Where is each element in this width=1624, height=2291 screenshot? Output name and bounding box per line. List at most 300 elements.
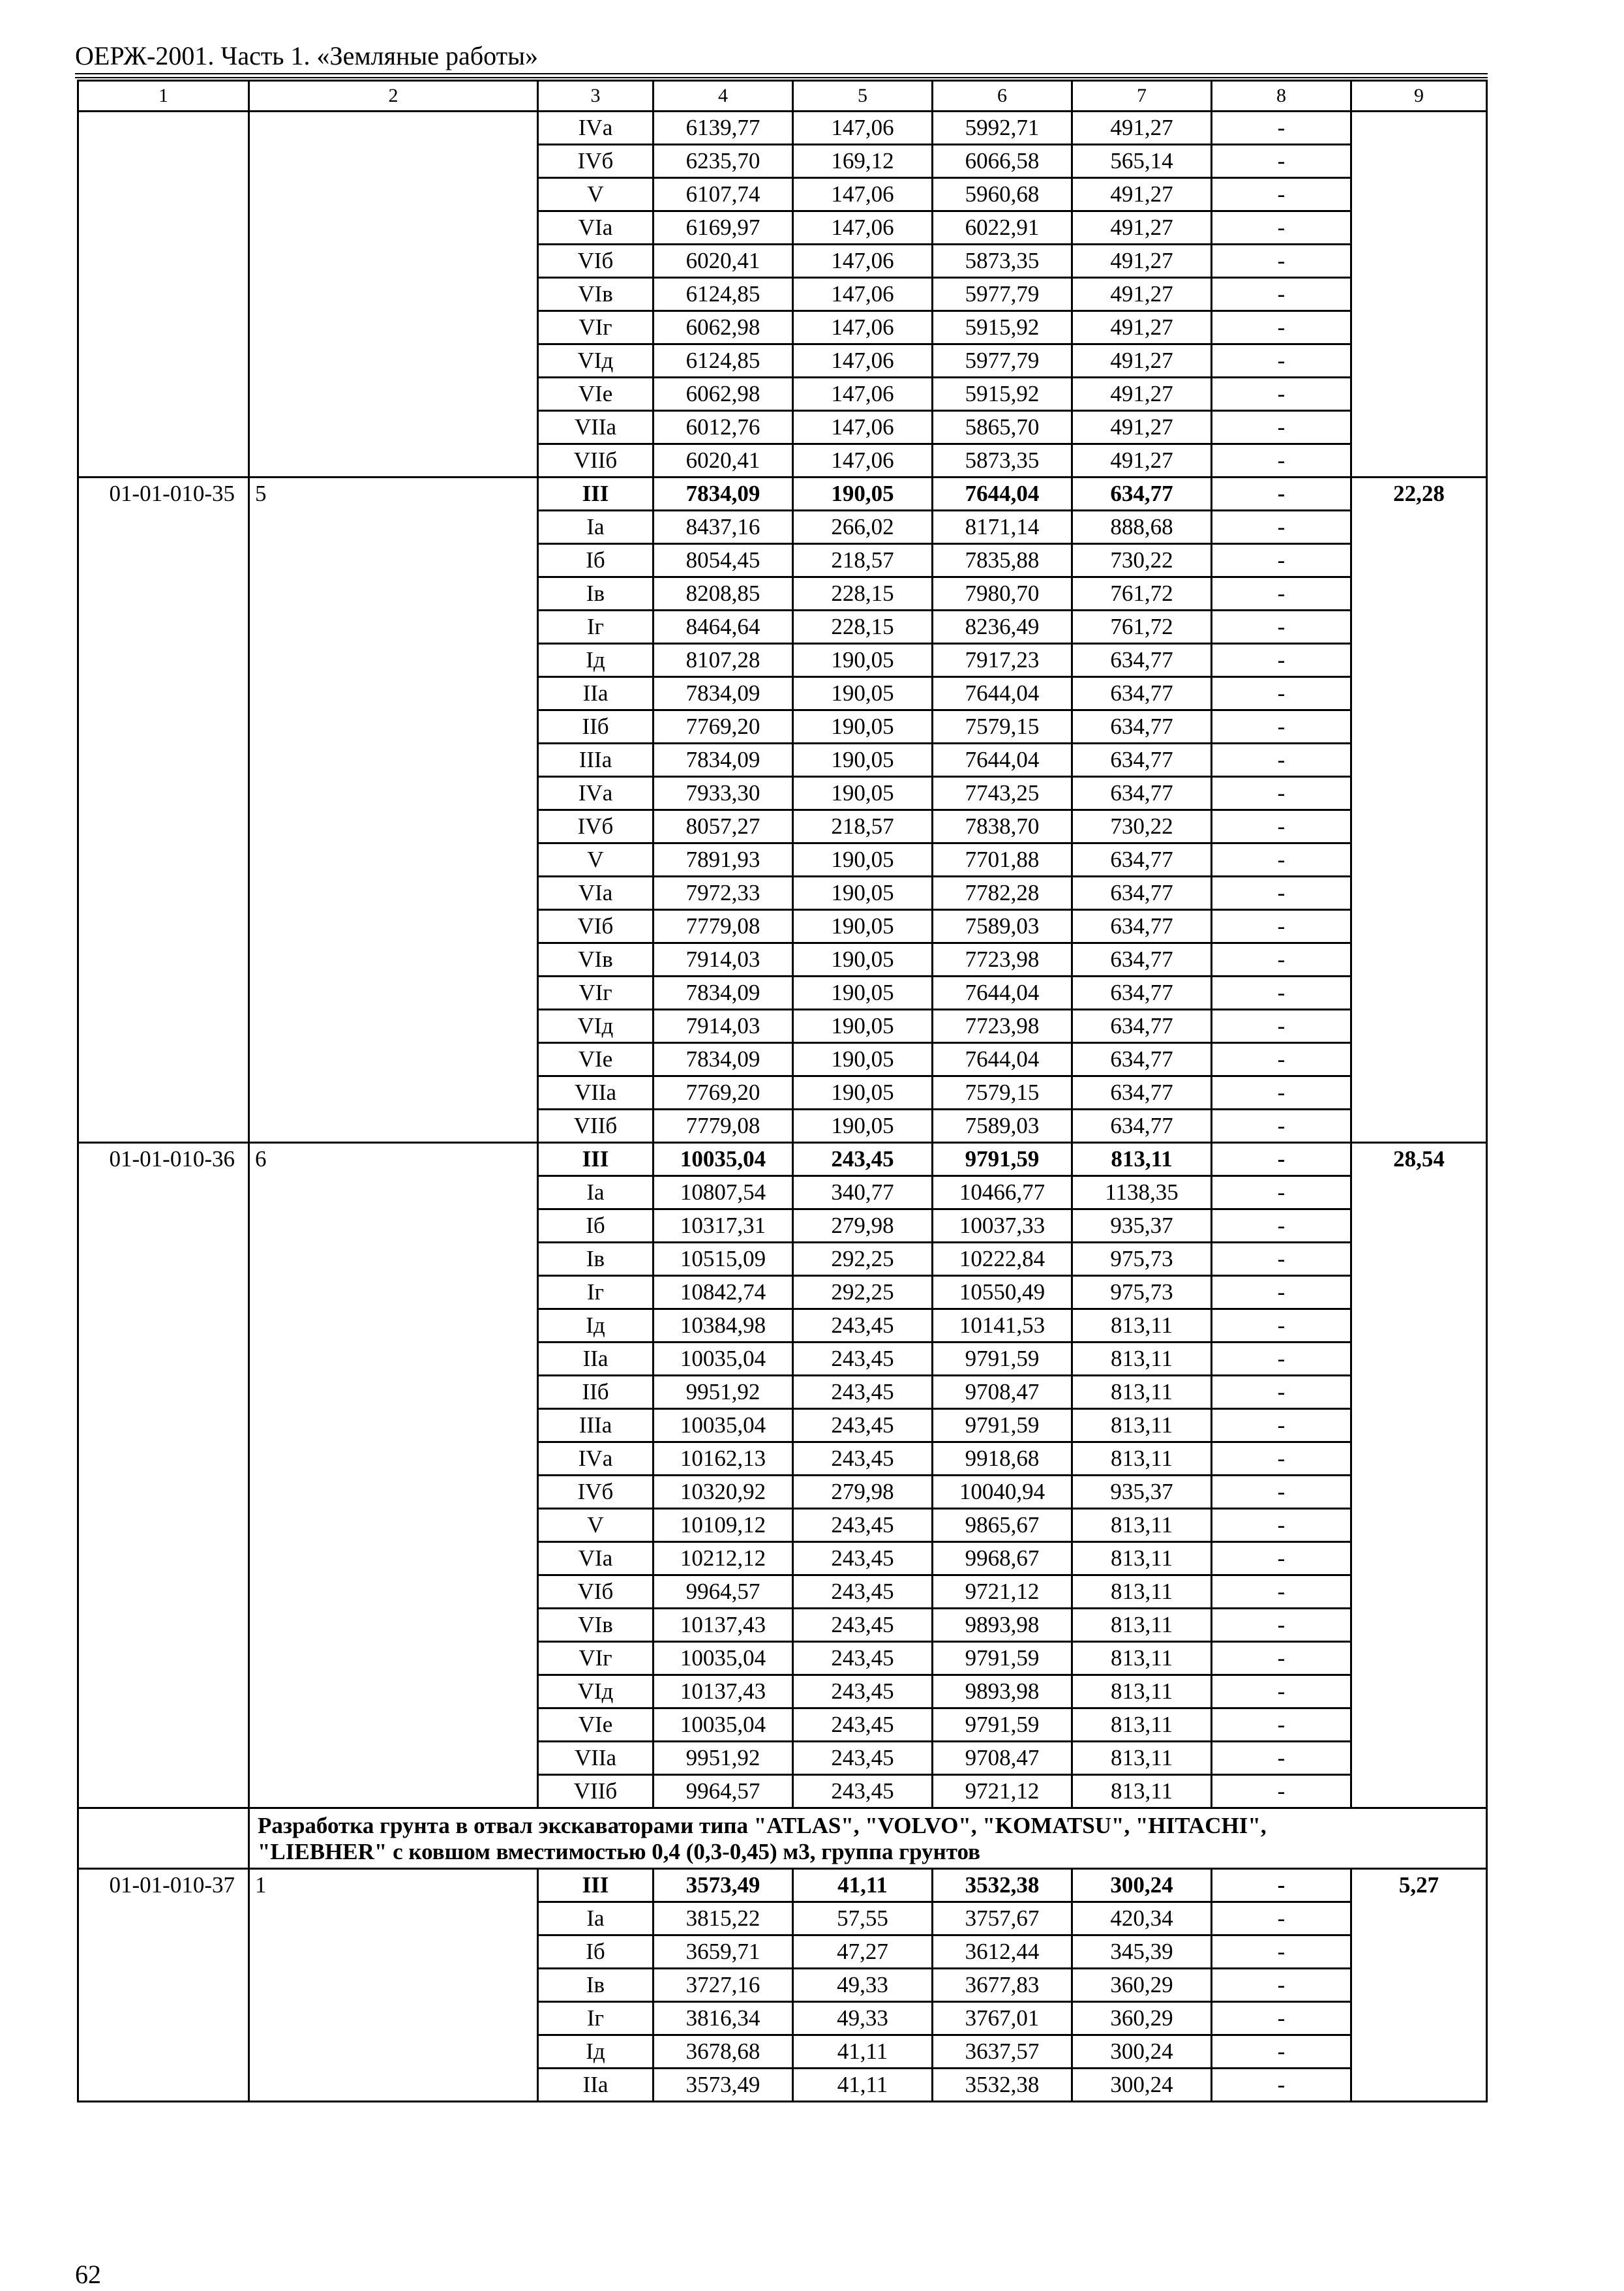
column-number-cell: 3 — [538, 81, 654, 112]
table-cell-c8: - — [1212, 178, 1351, 211]
table-cell-c8: - — [1212, 2069, 1351, 2102]
table-cell-c7: 813,11 — [1072, 1343, 1212, 1376]
table-cell-c4: 10807,54 — [654, 1176, 793, 1209]
column-9-cell: 22,28 — [1351, 478, 1487, 1143]
rate-code-cell — [78, 112, 249, 478]
table-cell-c3: VIв — [538, 943, 654, 977]
table-cell-c4: 6020,41 — [654, 245, 793, 278]
table-cell-c5: 190,05 — [793, 777, 933, 810]
table-cell-c3: VIг — [538, 1642, 654, 1675]
table-cell-c8: - — [1212, 1542, 1351, 1575]
table-cell-c7: 634,77 — [1072, 1110, 1212, 1143]
rates-table — [77, 80, 1488, 2102]
table-cell-c4: 10035,04 — [654, 1343, 793, 1376]
table-cell-c5: 243,45 — [793, 1609, 933, 1642]
table-cell-c3: Iд — [538, 644, 654, 677]
table-cell-c5: 243,45 — [793, 1442, 933, 1476]
table-cell-c5: 147,06 — [793, 344, 933, 378]
table-cell-c8: - — [1212, 2035, 1351, 2069]
table-cell-c6: 7980,70 — [933, 577, 1072, 611]
table-cell-c7: 813,11 — [1072, 1509, 1212, 1542]
table-cell-c3: VIIб — [538, 444, 654, 478]
table-cell-c3: Iа — [538, 1176, 654, 1209]
table-cell-c6: 9968,67 — [933, 1542, 1072, 1575]
table-cell-c3: VIIб — [538, 1775, 654, 1808]
table-cell-c7: 634,77 — [1072, 910, 1212, 943]
table-cell-c8: - — [1212, 943, 1351, 977]
table-cell-c7: 935,37 — [1072, 1476, 1212, 1509]
table-cell-c5: 49,33 — [793, 2002, 933, 2035]
table-cell-c8: - — [1212, 1110, 1351, 1143]
table-cell-c7: 634,77 — [1072, 777, 1212, 810]
table-cell-c4: 9964,57 — [654, 1575, 793, 1609]
table-cell-c8: - — [1212, 577, 1351, 611]
table-cell-c7: 634,77 — [1072, 744, 1212, 777]
table-cell-c4: 7834,09 — [654, 744, 793, 777]
table-cell-c7: 565,14 — [1072, 145, 1212, 178]
table-cell-c4: 8208,85 — [654, 577, 793, 611]
table-cell-c3: VIе — [538, 1043, 654, 1076]
table-cell-c3: V — [538, 1509, 654, 1542]
table-cell-c6: 5873,35 — [933, 245, 1072, 278]
table-cell-c7: 634,77 — [1072, 677, 1212, 710]
table-cell-c7: 634,77 — [1072, 843, 1212, 877]
table-cell-c5: 243,45 — [793, 1542, 933, 1575]
table-cell-c3: Iг — [538, 1276, 654, 1309]
table-cell-c7: 300,24 — [1072, 2069, 1212, 2102]
table-cell-c6: 9791,59 — [933, 1708, 1072, 1742]
table-cell-c8: - — [1212, 544, 1351, 577]
table-cell-c8: - — [1212, 411, 1351, 444]
table-cell-c7: 420,34 — [1072, 1902, 1212, 1935]
table-cell-c6: 7644,04 — [933, 977, 1072, 1010]
table-cell-c3: IIа — [538, 1343, 654, 1376]
column-2-cell: 6 — [249, 1143, 538, 1808]
table-cell-c6: 3757,67 — [933, 1902, 1072, 1935]
table-cell-c4: 6124,85 — [654, 278, 793, 311]
table-cell-c3: VIв — [538, 1609, 654, 1642]
table-cell-c7: 813,11 — [1072, 1143, 1212, 1176]
table-cell-c8: - — [1212, 1575, 1351, 1609]
table-cell-c6: 9791,59 — [933, 1409, 1072, 1442]
column-number-cell: 2 — [249, 81, 538, 112]
table-cell-c4: 3573,49 — [654, 2069, 793, 2102]
table-cell-c5: 279,98 — [793, 1209, 933, 1243]
table-cell-c4: 8107,28 — [654, 644, 793, 677]
table-cell-c3: VIа — [538, 1542, 654, 1575]
table-cell-c3: Iб — [538, 544, 654, 577]
table-cell-c8: - — [1212, 710, 1351, 744]
table-cell-c8: - — [1212, 1376, 1351, 1409]
table-cell-c6: 7723,98 — [933, 1010, 1072, 1043]
table-cell-c4: 6169,97 — [654, 211, 793, 245]
table-cell-c7: 491,27 — [1072, 245, 1212, 278]
table-cell-c7: 813,11 — [1072, 1442, 1212, 1476]
table-cell-c4: 3816,34 — [654, 2002, 793, 2035]
table-cell-c3: Iа — [538, 1902, 654, 1935]
table-cell-c3: IVа — [538, 777, 654, 810]
table-cell-c8: - — [1212, 245, 1351, 278]
column-2-cell: 1 — [249, 1869, 538, 2102]
table-cell-c7: 360,29 — [1072, 2002, 1212, 2035]
table-cell-c7: 491,27 — [1072, 411, 1212, 444]
table-cell-c4: 7891,93 — [654, 843, 793, 877]
table-cell-c5: 190,05 — [793, 1076, 933, 1110]
table-cell-c8: - — [1212, 344, 1351, 378]
table-cell-c7: 813,11 — [1072, 1542, 1212, 1575]
table-cell-c5: 340,77 — [793, 1176, 933, 1209]
table-cell-c6: 7701,88 — [933, 843, 1072, 877]
table-cell-c4: 10320,92 — [654, 1476, 793, 1509]
table-cell-c5: 190,05 — [793, 1010, 933, 1043]
table-cell-c6: 5992,71 — [933, 112, 1072, 145]
table-cell-c4: 9951,92 — [654, 1376, 793, 1409]
table-cell-c4: 3678,68 — [654, 2035, 793, 2069]
table-cell-c5: 47,27 — [793, 1935, 933, 1969]
table-cell-c4: 9964,57 — [654, 1775, 793, 1808]
table-cell-c4: 6062,98 — [654, 378, 793, 411]
table-cell-c5: 243,45 — [793, 1343, 933, 1376]
table-cell-c4: 9951,92 — [654, 1742, 793, 1775]
column-number-cell: 4 — [654, 81, 793, 112]
table-cell-c3: VIб — [538, 910, 654, 943]
table-cell-c6: 10040,94 — [933, 1476, 1072, 1509]
table-cell-c6: 7782,28 — [933, 877, 1072, 910]
table-cell-c4: 7834,09 — [654, 677, 793, 710]
table-cell-c3: IVб — [538, 145, 654, 178]
table-cell-c6: 7644,04 — [933, 744, 1072, 777]
table-cell-c7: 1138,35 — [1072, 1176, 1212, 1209]
table-cell-c6: 7723,98 — [933, 943, 1072, 977]
table-cell-c4: 10035,04 — [654, 1642, 793, 1675]
table-cell-c3: III — [538, 1143, 654, 1176]
table-cell-c7: 813,11 — [1072, 1409, 1212, 1442]
table-cell-c5: 190,05 — [793, 644, 933, 677]
table-cell-c5: 190,05 — [793, 710, 933, 744]
table-cell-c7: 491,27 — [1072, 444, 1212, 478]
table-cell-c7: 813,11 — [1072, 1742, 1212, 1775]
column-number-cell: 9 — [1351, 81, 1487, 112]
table-cell-c8: - — [1212, 644, 1351, 677]
table-cell-c5: 190,05 — [793, 877, 933, 910]
table-cell-c4: 8057,27 — [654, 810, 793, 843]
table-cell-c3: VIе — [538, 1708, 654, 1742]
table-cell-c6: 3637,57 — [933, 2035, 1072, 2069]
table-cell-c3: IVа — [538, 112, 654, 145]
column-9-cell: 5,27 — [1351, 1869, 1487, 2102]
table-cell-c7: 813,11 — [1072, 1775, 1212, 1808]
table-cell-c4: 10035,04 — [654, 1409, 793, 1442]
column-number-cell: 6 — [933, 81, 1072, 112]
table-cell-c7: 634,77 — [1072, 1010, 1212, 1043]
table-cell-c5: 228,15 — [793, 577, 933, 611]
table-cell-c4: 10515,09 — [654, 1243, 793, 1276]
table-cell-c3: VIIа — [538, 1076, 654, 1110]
table-cell-c8: - — [1212, 1343, 1351, 1376]
table-cell-c4: 10137,43 — [654, 1675, 793, 1708]
table-cell-c6: 5873,35 — [933, 444, 1072, 478]
table-cell-c3: VIг — [538, 311, 654, 344]
column-number-cell: 7 — [1072, 81, 1212, 112]
table-cell-c8: - — [1212, 1076, 1351, 1110]
table-cell-c8: - — [1212, 1742, 1351, 1775]
table-cell-c6: 3532,38 — [933, 1869, 1072, 1902]
table-cell-c5: 190,05 — [793, 943, 933, 977]
table-cell-c6: 9721,12 — [933, 1575, 1072, 1609]
table-cell-c4: 7779,08 — [654, 910, 793, 943]
table-cell-c7: 634,77 — [1072, 877, 1212, 910]
table-cell-c3: Iг — [538, 611, 654, 644]
table-cell-c7: 813,11 — [1072, 1309, 1212, 1343]
table-cell-c6: 6022,91 — [933, 211, 1072, 245]
table-cell-c6: 6066,58 — [933, 145, 1072, 178]
table-cell-c4: 6020,41 — [654, 444, 793, 478]
rate-code-cell: 01-01-010-36 — [78, 1143, 249, 1808]
table-cell-c6: 5960,68 — [933, 178, 1072, 211]
table-cell-c5: 169,12 — [793, 145, 933, 178]
table-cell-c8: - — [1212, 478, 1351, 511]
table-cell-c5: 57,55 — [793, 1902, 933, 1935]
table-cell-c5: 228,15 — [793, 611, 933, 644]
table-cell-c7: 813,11 — [1072, 1575, 1212, 1609]
table-cell-c3: Iд — [538, 2035, 654, 2069]
table-cell-c8: - — [1212, 211, 1351, 245]
table-cell-c8: - — [1212, 1708, 1351, 1742]
table-cell-c3: Iа — [538, 511, 654, 544]
table-cell-c4: 3727,16 — [654, 1969, 793, 2002]
table-cell-c7: 300,24 — [1072, 2035, 1212, 2069]
table-cell-c3: VIд — [538, 344, 654, 378]
table-cell-c8: - — [1212, 1209, 1351, 1243]
table-cell-c8: - — [1212, 511, 1351, 544]
table-cell-c8: - — [1212, 1902, 1351, 1935]
header-rule-bottom — [75, 77, 1488, 78]
table-cell-c5: 218,57 — [793, 810, 933, 843]
table-cell-c4: 6107,74 — [654, 178, 793, 211]
table-cell-c3: Iб — [538, 1935, 654, 1969]
table-cell-c4: 7914,03 — [654, 1010, 793, 1043]
table-cell-c6: 10550,49 — [933, 1276, 1072, 1309]
table-cell-c5: 41,11 — [793, 1869, 933, 1902]
table-cell-c3: VIг — [538, 977, 654, 1010]
table-cell-c6: 9893,98 — [933, 1675, 1072, 1708]
table-cell-c3: VIд — [538, 1010, 654, 1043]
table-cell-c6: 8171,14 — [933, 511, 1072, 544]
table-cell-c6: 3677,83 — [933, 1969, 1072, 2002]
table-cell-c4: 7779,08 — [654, 1110, 793, 1143]
table-cell-c5: 147,06 — [793, 311, 933, 344]
table-cell-c6: 7579,15 — [933, 710, 1072, 744]
table-cell-c8: - — [1212, 311, 1351, 344]
table-cell-c7: 634,77 — [1072, 977, 1212, 1010]
rate-code-cell: 01-01-010-37 — [78, 1869, 249, 2102]
table-cell-c6: 9721,12 — [933, 1775, 1072, 1808]
table-cell-c3: V — [538, 843, 654, 877]
table-cell-c8: - — [1212, 1309, 1351, 1343]
table-cell-c6: 9708,47 — [933, 1376, 1072, 1409]
table-cell-c4: 7769,20 — [654, 1076, 793, 1110]
table-cell-c5: 243,45 — [793, 1675, 933, 1708]
table-cell-c6: 7644,04 — [933, 478, 1072, 511]
table-cell-c8: - — [1212, 910, 1351, 943]
table-cell-c8: - — [1212, 1243, 1351, 1276]
table-cell-c5: 147,06 — [793, 211, 933, 245]
table-cell-c7: 491,27 — [1072, 112, 1212, 145]
table-cell-c6: 9791,59 — [933, 1143, 1072, 1176]
table-cell-c3: IIа — [538, 2069, 654, 2102]
header-rule-top — [75, 73, 1488, 74]
table-cell-c4: 3815,22 — [654, 1902, 793, 1935]
table-cell-c3: VIб — [538, 245, 654, 278]
column-number-cell: 1 — [78, 81, 249, 112]
table-cell-c7: 634,77 — [1072, 943, 1212, 977]
table-cell-c8: - — [1212, 1675, 1351, 1708]
table-cell-c4: 10109,12 — [654, 1509, 793, 1542]
table-cell-c6: 9708,47 — [933, 1742, 1072, 1775]
table-cell-c5: 190,05 — [793, 977, 933, 1010]
table-cell-c7: 813,11 — [1072, 1642, 1212, 1675]
table-cell-c7: 813,11 — [1072, 1609, 1212, 1642]
table-cell-c8: - — [1212, 843, 1351, 877]
table-cell-c7: 634,77 — [1072, 1076, 1212, 1110]
table-cell-c7: 634,77 — [1072, 710, 1212, 744]
table-cell-c3: Iв — [538, 577, 654, 611]
table-cell-c5: 190,05 — [793, 910, 933, 943]
table-cell-c8: - — [1212, 2002, 1351, 2035]
table-cell-c6: 5977,79 — [933, 344, 1072, 378]
table-cell-c4: 3659,71 — [654, 1935, 793, 1969]
table-cell-c5: 292,25 — [793, 1276, 933, 1309]
table-cell-c3: IIб — [538, 710, 654, 744]
table-cell-c7: 491,27 — [1072, 278, 1212, 311]
table-cell-c8: - — [1212, 1143, 1351, 1176]
table-cell-c3: VIIа — [538, 411, 654, 444]
table-cell-c6: 7579,15 — [933, 1076, 1072, 1110]
table-cell-c5: 218,57 — [793, 544, 933, 577]
table-cell-c4: 7769,20 — [654, 710, 793, 744]
table-cell-c7: 491,27 — [1072, 344, 1212, 378]
table-cell-c8: - — [1212, 1775, 1351, 1808]
table-cell-c5: 243,45 — [793, 1575, 933, 1609]
table-cell-c6: 3532,38 — [933, 2069, 1072, 2102]
table-cell-c4: 10212,12 — [654, 1542, 793, 1575]
rate-code-cell: 01-01-010-35 — [78, 478, 249, 1143]
table-cell-c6: 7644,04 — [933, 1043, 1072, 1076]
table-cell-c3: VIа — [538, 877, 654, 910]
table-cell-c3: Iв — [538, 1243, 654, 1276]
table-cell-c4: 8437,16 — [654, 511, 793, 544]
table-cell-c3: Iг — [538, 2002, 654, 2035]
table-cell-c8: - — [1212, 744, 1351, 777]
table-cell-c8: - — [1212, 1176, 1351, 1209]
table-cell-c3: IIб — [538, 1376, 654, 1409]
table-cell-c8: - — [1212, 1010, 1351, 1043]
table-cell-c6: 7838,70 — [933, 810, 1072, 843]
column-9-cell: 28,54 — [1351, 1143, 1487, 1808]
table-cell-c5: 49,33 — [793, 1969, 933, 2002]
table-cell-c5: 243,45 — [793, 1708, 933, 1742]
table-cell-c8: - — [1212, 977, 1351, 1010]
table-cell-c8: - — [1212, 1043, 1351, 1076]
table-cell-c7: 300,24 — [1072, 1869, 1212, 1902]
table-cell-c6: 3767,01 — [933, 2002, 1072, 2035]
table-cell-c8: - — [1212, 677, 1351, 710]
table-cell-c4: 7834,09 — [654, 977, 793, 1010]
table-cell-c8: - — [1212, 1869, 1351, 1902]
table-cell-c3: IIIа — [538, 1409, 654, 1442]
table-cell-c7: 360,29 — [1072, 1969, 1212, 2002]
table-cell-c5: 190,05 — [793, 1043, 933, 1076]
table-cell-c4: 6235,70 — [654, 145, 793, 178]
table-cell-c4: 10317,31 — [654, 1209, 793, 1243]
table-cell-c3: VIIб — [538, 1110, 654, 1143]
table-cell-c4: 10137,43 — [654, 1609, 793, 1642]
table-cell-c3: Iб — [538, 1209, 654, 1243]
table-cell-c4: 6139,77 — [654, 112, 793, 145]
table-cell-c4: 6012,76 — [654, 411, 793, 444]
table-cell-c3: III — [538, 1869, 654, 1902]
table-cell-c5: 190,05 — [793, 843, 933, 877]
table-cell-c6: 5977,79 — [933, 278, 1072, 311]
table-cell-c6: 7835,88 — [933, 544, 1072, 577]
table-cell-c3: VIд — [538, 1675, 654, 1708]
table-cell-c6: 9791,59 — [933, 1343, 1072, 1376]
table-cell-c7: 491,27 — [1072, 311, 1212, 344]
table-cell-c6: 7917,23 — [933, 644, 1072, 677]
section-title-cell — [249, 1808, 1487, 1869]
table-cell-c7: 634,77 — [1072, 478, 1212, 511]
table-cell-c5: 147,06 — [793, 444, 933, 478]
column-number-row — [78, 81, 1487, 112]
table-cell-c5: 147,06 — [793, 112, 933, 145]
table-cell-c6: 9865,67 — [933, 1509, 1072, 1542]
table-cell-c7: 634,77 — [1072, 1043, 1212, 1076]
table-cell-c6: 10466,77 — [933, 1176, 1072, 1209]
table-cell-c8: - — [1212, 1276, 1351, 1309]
table-cell-c8: - — [1212, 1642, 1351, 1675]
table-cell-c4: 8464,64 — [654, 611, 793, 644]
table-cell-c7: 813,11 — [1072, 1376, 1212, 1409]
table-cell-c6: 5915,92 — [933, 378, 1072, 411]
table-cell-c6: 5865,70 — [933, 411, 1072, 444]
table-cell-c8: - — [1212, 145, 1351, 178]
table-cell-c6: 7589,03 — [933, 910, 1072, 943]
table-cell-c3: VIIа — [538, 1742, 654, 1775]
table-cell-c7: 888,68 — [1072, 511, 1212, 544]
table-cell-c6: 10141,53 — [933, 1309, 1072, 1343]
table-cell-c7: 935,37 — [1072, 1209, 1212, 1243]
table-cell-c7: 761,72 — [1072, 611, 1212, 644]
table-cell-c4: 3573,49 — [654, 1869, 793, 1902]
table-cell-c8: - — [1212, 1609, 1351, 1642]
table-cell-c3: IVб — [538, 810, 654, 843]
table-cell-c5: 243,45 — [793, 1309, 933, 1343]
column-number-cell: 8 — [1212, 81, 1351, 112]
section-title-line-2: "LIEBHER" с ковшом вместимостью 0,4 (0,3-0,45) м3, группа грунтов — [258, 1839, 981, 1864]
table-cell-c3: IIа — [538, 677, 654, 710]
page-number: 62 — [75, 2260, 101, 2289]
table-cell-c8: - — [1212, 112, 1351, 145]
table-cell-c4: 10384,98 — [654, 1309, 793, 1343]
section-title-row — [78, 1808, 1487, 1869]
table-cell-c8: - — [1212, 1935, 1351, 1969]
table-cell-c3: VIа — [538, 211, 654, 245]
table-cell-c4: 10035,04 — [654, 1708, 793, 1742]
table-cell-c5: 243,45 — [793, 1409, 933, 1442]
section-title-empty-cell — [78, 1808, 249, 1869]
table-cell-c5: 243,45 — [793, 1509, 933, 1542]
table-cell-c5: 243,45 — [793, 1742, 933, 1775]
